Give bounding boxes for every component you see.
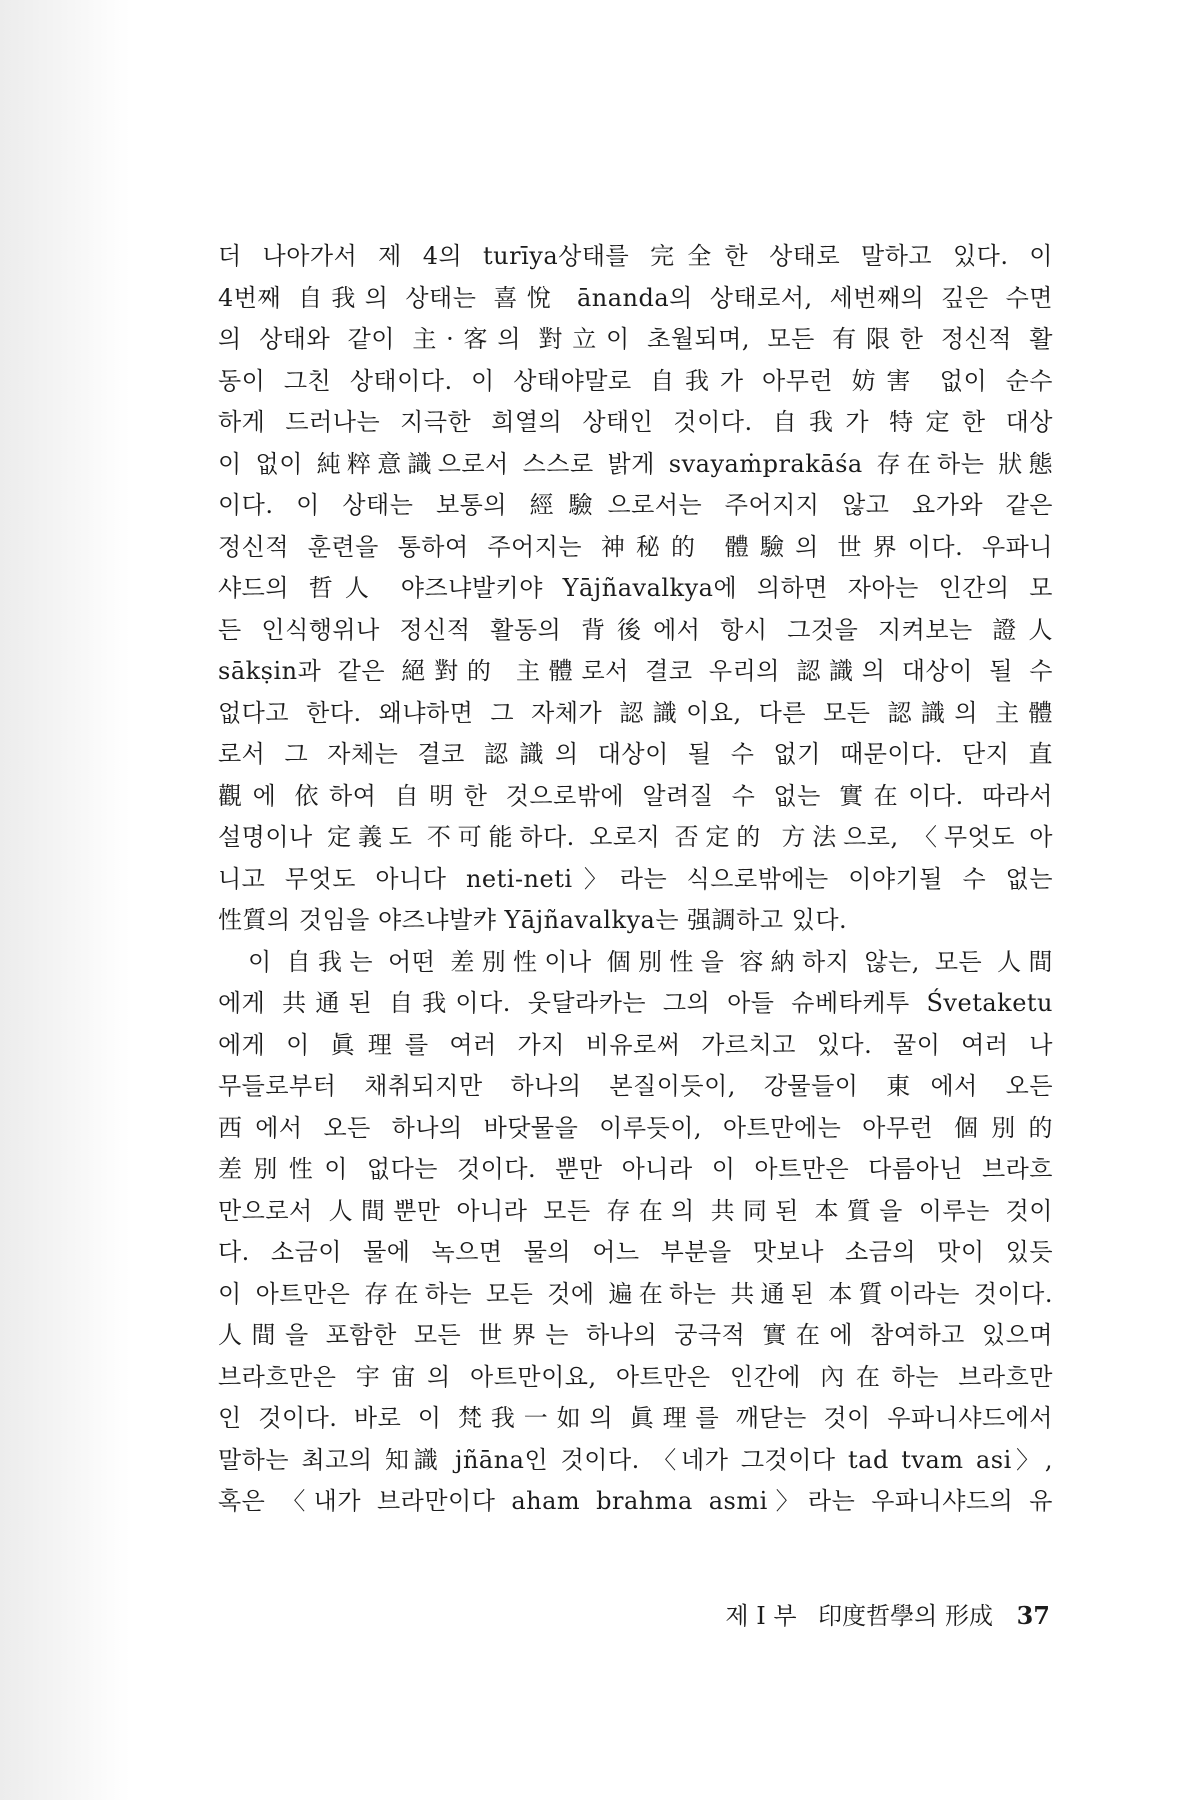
footer-title: 印度哲學의 形成 — [818, 1602, 993, 1630]
text-line: 로서 그 자체는 결코 認識의 대상이 될 수 없기 때문이다. 단지 直 — [218, 740, 1053, 768]
text-line: 에게 共通된 自我이다. 웃달라카는 그의 아들 슈베타케투 Śvetaketu — [218, 989, 1053, 1017]
text-line: 4번째 自我의 상태는 喜悅 ānanda의 상태로서, 세번째의 깊은 수면 — [218, 283, 1053, 312]
text-line: 말하는 최고의 知識 jñāna인 것이다. 〈네가 그것이다 tad tvam asi〉, — [218, 1445, 1053, 1474]
text-line: 인 것이다. 바로 이 梵我一如의 眞理를 깨닫는 것이 우파니샤드에서 — [218, 1404, 1053, 1432]
text-line: 이 아트만은 存在하는 모든 것에 遍在하는 共通된 本質이라는 것이다. — [218, 1279, 1053, 1308]
text-line: 만으로서 人間뿐만 아니라 모든 存在의 共同된 本質을 이루는 것이 — [218, 1196, 1053, 1225]
text-line: 혹은 〈내가 브라만이다 aham brahma asmi〉라는 우파니샤드의 유 — [218, 1487, 1053, 1515]
text-line: 더 나아가서 제 4의 turīya상태를 完全한 상태로 말하고 있다. 이 — [218, 242, 1053, 270]
page-number: 37 — [1016, 1601, 1050, 1630]
footer-part-label: 제 I 부 — [725, 1602, 797, 1630]
text-line: 西에서 오든 하나의 바닷물을 이루듯이, 아트만에는 아무런 個別的 — [218, 1113, 1053, 1142]
text-line: 동이 그친 상태이다. 이 상태야말로 自我가 아무런 妨害 없이 순수 — [218, 366, 1053, 395]
text-line: 性質의 것임을 야즈냐발캬 Yājñavalkya는 强調하고 있다. — [218, 906, 848, 934]
text-line: 니고 무엇도 아니다 neti-neti〉라는 식으로밖에는 이야기될 수 없는 — [218, 864, 1053, 893]
page-gutter-shadow — [0, 0, 130, 1800]
body-text — [218, 236, 1053, 1523]
text-line: 人間을 포함한 모든 世界는 하나의 궁극적 實在에 참여하고 있으며 — [218, 1321, 1053, 1349]
text-line: 브라흐만은 宇宙의 아트만이요, 아트만은 인간에 內在하는 브라흐만 — [218, 1362, 1053, 1391]
text-line: 의 상태와 같이 主·客의 對立이 초월되며, 모든 有限한 정신적 활 — [218, 325, 1053, 353]
text-line: 差別性이 없다는 것이다. 뿐만 아니라 이 아트만은 다름아닌 브라흐 — [218, 1155, 1053, 1183]
text-line: 설명이나 定義도 不可能하다. 오로지 否定的 方法으로, 〈무엇도 아 — [218, 823, 1053, 851]
text-line: 이 없이 純粹意識으로서 스스로 밝게 svayaṁprakāśa 存在하는 狀態 — [218, 449, 1053, 478]
text-line: 샤드의 哲人 야즈냐발키야 Yājñavalkya에 의하면 자아는 인간의 모 — [218, 574, 1053, 602]
text-line: 이 自我는 어떤 差別性이나 個別性을 容納하지 않는, 모든 人間 — [248, 947, 1053, 976]
text-line: 하게 드러나는 지극한 희열의 상태인 것이다. 自我가 特定한 대상 — [218, 408, 1053, 436]
text-line: 정신적 훈련을 통하여 주어지는 神秘的 體驗의 世界이다. 우파니 — [218, 532, 1053, 561]
text-line: sākṣin과 같은 絕對的 主體로서 결코 우리의 認識의 대상이 될 수 — [218, 657, 1053, 685]
text-line: 없다고 한다. 왜냐하면 그 자체가 認識이요, 다른 모든 認識의 主體 — [218, 698, 1053, 727]
text-line: 이다. 이 상태는 보통의 經驗으로서는 주어지지 않고 요가와 같은 — [218, 491, 1053, 519]
text-line: 에게 이 眞理를 여러 가지 비유로써 가르치고 있다. 꿀이 여러 나 — [218, 1030, 1053, 1059]
running-footer — [725, 1596, 1050, 1631]
text-line: 무들로부터 채취되지만 하나의 본질이듯이, 강물들이 東에서 오든 — [218, 1072, 1053, 1100]
text-line: 든 인식행위나 정신적 활동의 背後에서 항시 그것을 지켜보는 證人 — [218, 615, 1053, 644]
text-line: 觀에 依하여 自明한 것으로밖에 알려질 수 없는 實在이다. 따라서 — [218, 781, 1053, 810]
text-line: 다. 소금이 물에 녹으면 물의 어느 부분을 맛보나 소금의 맛이 있듯 — [218, 1238, 1053, 1266]
